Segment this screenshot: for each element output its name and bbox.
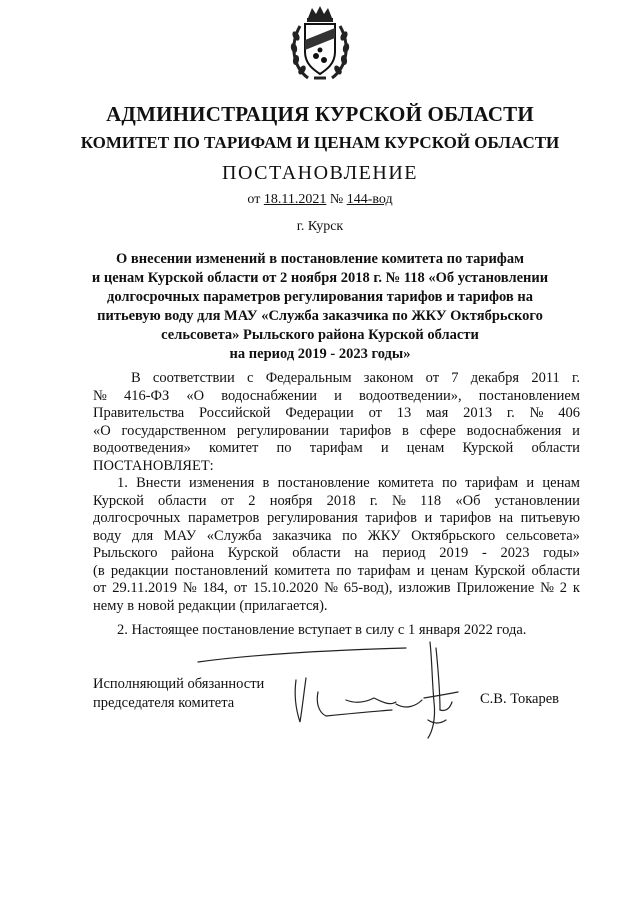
text-line xyxy=(93,598,580,616)
word: Правительства xyxy=(93,405,185,421)
text-line xyxy=(93,493,580,511)
word: и xyxy=(334,387,342,404)
word: мая xyxy=(426,405,449,421)
word: для xyxy=(131,527,154,544)
word: на xyxy=(498,510,514,526)
title-line: О внесении изменений в постановление комитета по тарифам xyxy=(116,251,524,267)
word: водоотведении», xyxy=(359,387,462,404)
date-prefix: от xyxy=(247,192,261,207)
word: Курской xyxy=(93,492,144,509)
word: Курской xyxy=(462,440,514,456)
word: тарифов xyxy=(439,510,492,526)
word: постановлений xyxy=(174,562,269,579)
word: № xyxy=(93,387,107,404)
word: изменения xyxy=(189,475,255,491)
word: Приложение xyxy=(456,580,535,596)
word: 2 xyxy=(248,492,256,509)
coat-of-arms-icon xyxy=(288,4,352,84)
city: г. Курск xyxy=(296,219,344,234)
word: водоотведения» xyxy=(93,440,191,456)
word: «О xyxy=(93,422,111,439)
word: 184, xyxy=(202,580,228,596)
document-title xyxy=(0,250,640,364)
word: от xyxy=(368,405,382,421)
text-line xyxy=(93,475,580,493)
title-line: питьевую воду для МАУ «Служба заказчика по ЖКУ Октябрьского xyxy=(97,308,543,324)
title-line: на период 2019 - 2023 годы» xyxy=(229,346,411,362)
handwritten-signature xyxy=(196,640,486,740)
word: с xyxy=(247,370,254,386)
word: 29.11.2019 xyxy=(112,580,177,596)
word: декабря xyxy=(470,370,520,386)
word: Курской xyxy=(474,562,526,579)
word: по xyxy=(276,440,292,456)
position-line: председателя комитета xyxy=(93,695,235,711)
word: к xyxy=(572,580,580,596)
word: годы» xyxy=(543,545,580,561)
word: и xyxy=(380,440,389,456)
word: «Служба xyxy=(206,527,262,544)
word: в xyxy=(402,422,409,439)
document-type: ПОСТАНОВЛЕНИЕ xyxy=(222,162,418,184)
paragraph-item-1 xyxy=(93,475,580,615)
word: г. xyxy=(369,492,378,509)
word: 1. xyxy=(117,475,128,491)
word: области xyxy=(292,545,341,561)
word: регулировании xyxy=(236,422,329,439)
word: и xyxy=(416,562,425,579)
word: параметров xyxy=(188,510,260,526)
text-line xyxy=(93,510,580,528)
word: г. xyxy=(506,405,515,421)
word: в xyxy=(262,475,270,491)
word: комитет xyxy=(209,440,259,456)
word: 416-ФЗ xyxy=(123,387,170,404)
word: (в xyxy=(93,562,105,579)
word: 2011 xyxy=(531,370,560,386)
word: Курской xyxy=(227,545,279,561)
word: воду xyxy=(93,527,122,544)
word: Российской xyxy=(199,405,271,421)
paragraph-last-line: нему в новой редакции (прилагается). xyxy=(93,597,328,614)
text-line xyxy=(93,370,580,388)
document-date: 18.11.2021 xyxy=(263,192,327,207)
word: тарифам xyxy=(465,475,519,491)
word: области xyxy=(531,562,580,579)
word: тарифов xyxy=(339,422,392,439)
administration-title: АДМИНИСТРАЦИЯ КУРСКОЙ ОБЛАСТИ xyxy=(106,102,534,126)
word: ЖКУ xyxy=(367,527,401,544)
word: района xyxy=(171,545,215,561)
title-line: и ценам Курской области от 2 ноября 2018 г. № 118 «Об установлении xyxy=(91,270,549,286)
text-line xyxy=(93,423,580,441)
word: № xyxy=(182,580,197,596)
word: ноября xyxy=(269,492,313,509)
word: 2 xyxy=(559,580,568,596)
word: «О xyxy=(186,387,205,404)
word: Федеральным xyxy=(265,370,352,386)
word: по xyxy=(342,527,358,544)
number-sign: № xyxy=(329,192,344,207)
paragraph-item-2 xyxy=(93,622,580,640)
word: № xyxy=(529,405,544,421)
signatory-name: С.В. Токарев xyxy=(480,691,560,707)
word: сфере xyxy=(419,422,456,439)
word: В xyxy=(131,370,141,386)
word: ценам xyxy=(430,562,469,579)
word: от xyxy=(233,580,248,596)
text-line xyxy=(93,388,580,406)
word: тарифам xyxy=(309,440,363,456)
word: Рыльского xyxy=(93,545,158,561)
word: № xyxy=(540,580,554,596)
word: Октябрьского xyxy=(411,527,496,544)
word: тарифам xyxy=(357,562,411,579)
word: 65-вод), xyxy=(343,580,393,596)
word: 2018 xyxy=(326,492,356,509)
word: 2019 xyxy=(439,545,469,561)
text-line xyxy=(93,458,580,476)
text-line xyxy=(93,622,580,640)
document-number: 144-вод xyxy=(346,192,393,207)
word: государственном xyxy=(121,422,227,439)
word: законом xyxy=(363,370,414,386)
word: комитета xyxy=(274,562,331,579)
word: регулирования xyxy=(266,510,358,526)
word: период xyxy=(382,545,426,561)
word: ценам xyxy=(406,440,445,456)
word: питьевую xyxy=(520,510,580,526)
word: комитета xyxy=(377,475,434,491)
date-number-line xyxy=(0,192,640,208)
paragraph-preamble xyxy=(93,370,580,475)
word: и xyxy=(572,422,580,439)
word: 2023 xyxy=(500,545,530,561)
word: тарифов xyxy=(365,510,417,526)
text-line xyxy=(93,545,580,563)
word: установлении xyxy=(494,492,580,509)
word: на xyxy=(354,545,369,561)
word: г. xyxy=(572,370,580,386)
committee-title: КОМИТЕТ ПО ТАРИФАМ И ЦЕНАМ КУРСКОЙ ОБЛАСТИ xyxy=(80,133,560,152)
word: постановлением xyxy=(478,387,580,404)
word: от xyxy=(220,492,235,509)
word: по xyxy=(336,562,352,579)
word: № xyxy=(391,492,406,509)
position-line: Исполняющий обязанности xyxy=(93,676,265,692)
word: изложив xyxy=(398,580,451,596)
word: «Об xyxy=(455,492,481,509)
word: сельсовета» xyxy=(505,527,580,544)
word: Федерации xyxy=(285,405,354,421)
word: водоснабжения xyxy=(466,422,562,439)
word: от xyxy=(425,370,440,386)
text-line xyxy=(93,563,580,581)
word: области xyxy=(531,440,580,456)
word: и xyxy=(424,510,433,526)
word: долгосрочных xyxy=(93,510,181,526)
word: 13 xyxy=(396,405,412,421)
title-line: сельсовета» Рыльского района Курской области xyxy=(161,327,479,343)
word: 118 xyxy=(419,492,442,509)
word: 7 xyxy=(451,370,459,386)
title-line: долгосрочных параметров регулирования тарифов и тарифов на xyxy=(107,289,533,305)
text-line xyxy=(93,405,580,423)
text-line xyxy=(93,440,580,458)
word: по xyxy=(442,475,458,491)
word: № xyxy=(324,580,338,596)
word: - xyxy=(481,545,487,561)
text-line xyxy=(93,580,580,598)
word: заказчика xyxy=(272,527,332,544)
word: и xyxy=(526,475,535,491)
word: области xyxy=(158,492,207,509)
word: от xyxy=(93,580,107,596)
resolves-word: ПОСТАНОВЛЯЕТ: xyxy=(93,457,214,474)
word: Внести xyxy=(136,475,181,491)
word: 406 xyxy=(558,405,580,421)
word: постановление xyxy=(277,475,370,491)
word: соответствии xyxy=(152,370,235,386)
text-line xyxy=(93,528,580,546)
word: ценам xyxy=(542,475,580,491)
word: МАУ xyxy=(163,527,197,544)
word: редакции xyxy=(110,562,169,579)
word: 15.10.2020 xyxy=(252,580,319,596)
paragraph-text: 2. Настоящее постановление вступает в силу с 1 января 2022 года. xyxy=(117,622,527,638)
word: водоснабжении xyxy=(221,387,318,404)
word: 2013 xyxy=(463,405,493,421)
